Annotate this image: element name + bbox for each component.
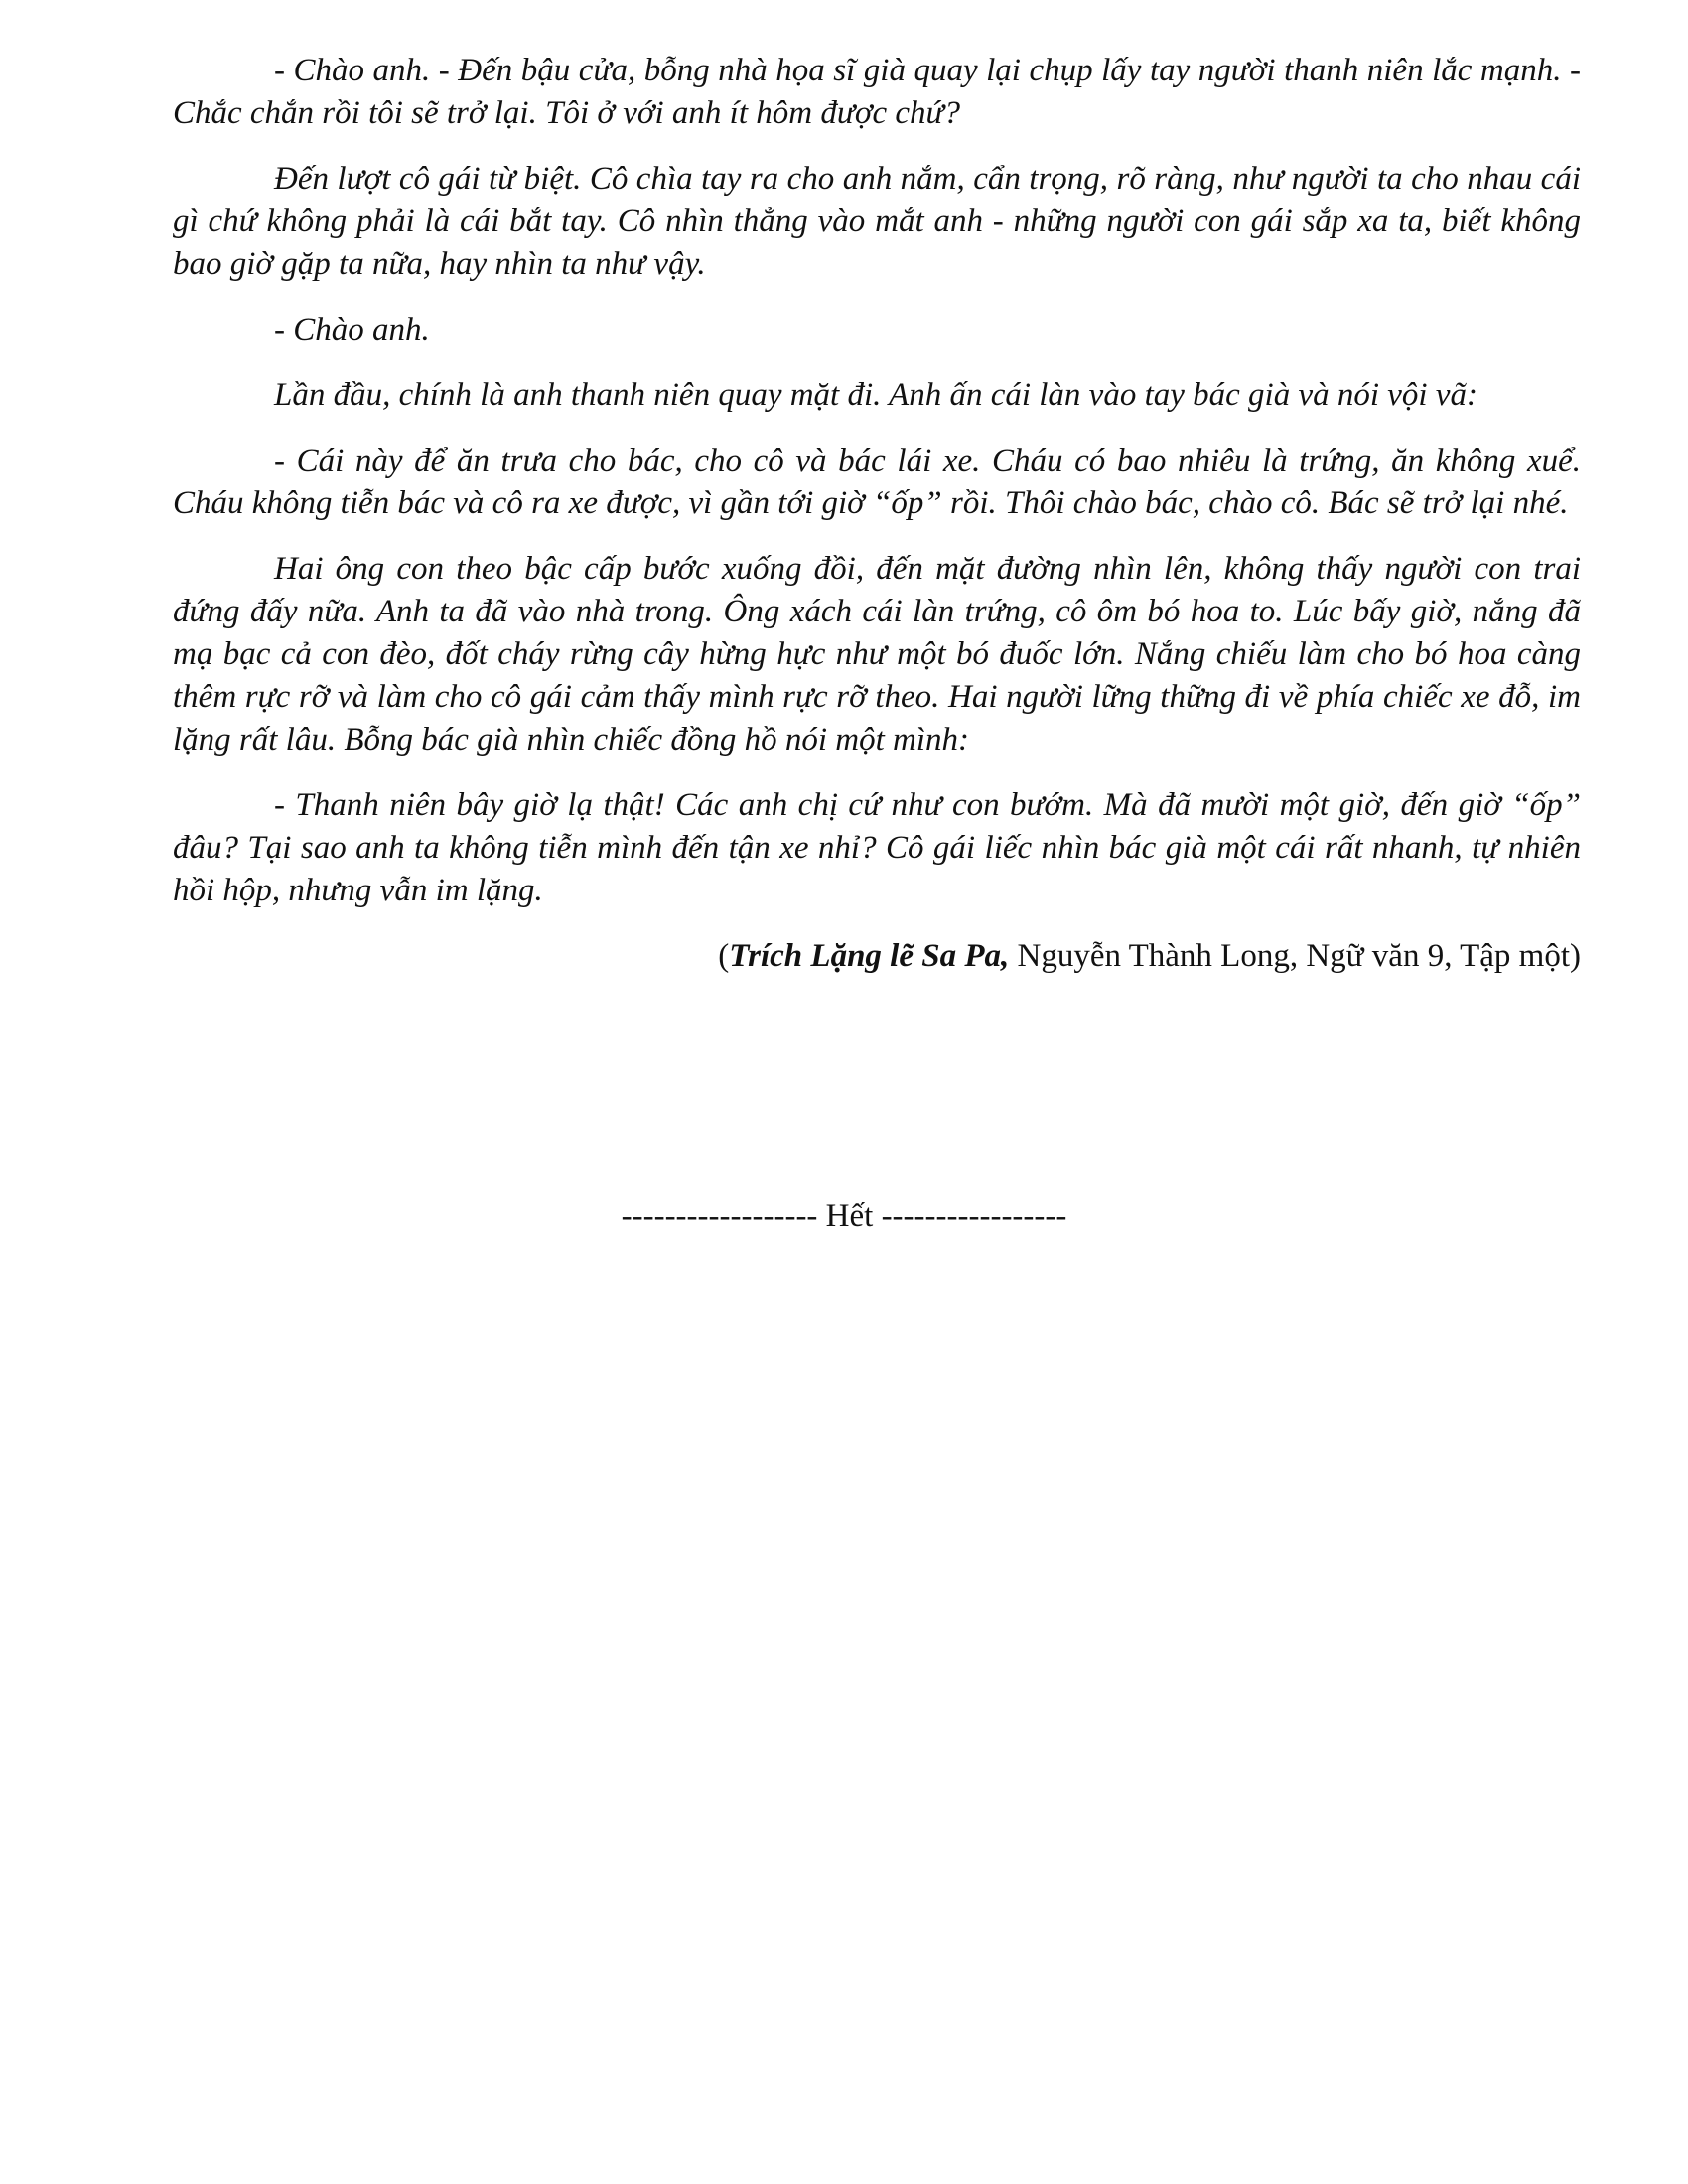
paragraph-7: - Thanh niên bây giờ lạ thật! Các anh chị cứ như con bướm. Mà đã mười một giờ, đến giờ “ốp” đâu? Tại sao anh ta không tiễn mình đến tận xe nhỉ? Cô gái liếc nhìn bác già một cái rất nhanh, tự nhiên hồi hộp, nhưng vẫn im lặng. <box>173 787 1581 908</box>
end-marker: ------------------ Hết ----------------- <box>621 1198 1067 1234</box>
citation-author-source: Nguyễn Thành Long, Ngữ văn 9, Tập một) <box>1009 938 1581 974</box>
source-citation <box>173 935 1581 978</box>
paragraph-6: Hai ông con theo bậc cấp bước xuống đồi, đến mặt đường nhìn lên, không thấy người con trai đứng đấy nữa. Anh ta đã vào nhà trong. Ông xách cái làn trứng, cô ôm bó hoa to. Lúc bấy giờ, nắng đã mạ bạc cả con đèo, đốt cháy rừng cây hừng hực như một bó đuốc lớn. Nắng chiếu làm cho bó hoa càng thêm rực rỡ và làm cho cô gái cảm thấy mình rực rỡ theo. Hai người lững thững đi về phía chiếc xe đỗ, im lặng rất lâu. Bỗng bác già nhìn chiếc đồng hồ nói một mình: <box>173 551 1581 757</box>
paragraph-2: Đến lượt cô gái từ biệt. Cô chìa tay ra cho anh nắm, cẩn trọng, rõ ràng, như người ta cho nhau cái gì chứ không phải là cái bắt tay. Cô nhìn thẳng vào mắt anh - những người con gái sắp xa ta, biết không bao giờ gặp ta nữa, hay nhìn ta như vậy. <box>173 161 1581 282</box>
paragraph-4: Lần đầu, chính là anh thanh niên quay mặt đi. Anh ấn cái làn vào tay bác già và nói vội vã: <box>274 377 1477 413</box>
citation-title: Trích Lặng lẽ Sa Pa, <box>729 938 1010 974</box>
paragraph-3: - Chào anh. <box>274 312 430 347</box>
paragraph-1: - Chào anh. - Đến bậu cửa, bỗng nhà họa sĩ già quay lại chụp lấy tay người thanh niên lắc mạnh. - Chắc chắn rồi tôi sẽ trở lại. Tôi ở với anh ít hôm được chứ? <box>173 53 1581 131</box>
excerpt-body <box>173 50 1581 978</box>
citation-open-paren: ( <box>718 938 730 974</box>
paragraph-5: - Cái này để ăn trưa cho bác, cho cô và bác lái xe. Cháu có bao nhiêu là trứng, ăn không xuể. Cháu không tiễn bác và cô ra xe được, vì gần tới giờ “ốp” rồi. Thôi chào bác, chào cô. Bác sẽ trở lại nhé. <box>173 443 1581 521</box>
